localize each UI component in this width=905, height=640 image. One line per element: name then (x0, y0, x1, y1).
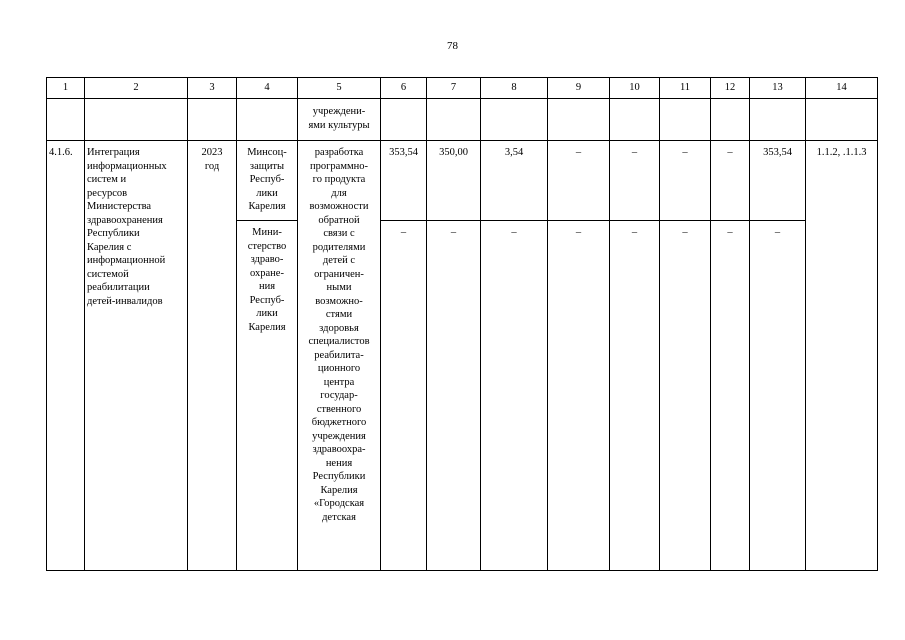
value-cell: 3,54 (481, 141, 548, 221)
value-cell: 350,00 (427, 141, 481, 221)
table-cell (427, 99, 481, 141)
table-cell (711, 99, 750, 141)
table-cell (237, 99, 298, 141)
column-number: 3 (188, 78, 237, 99)
column-number: 1 (47, 78, 85, 99)
value-cell: – (711, 221, 750, 571)
page-number: 78 (447, 40, 458, 52)
column-number: 11 (660, 78, 711, 99)
value-cell: – (481, 221, 548, 571)
measure-continuation: учреждени- ями культуры (298, 99, 381, 141)
column-number: 9 (548, 78, 610, 99)
value-cell: – (381, 221, 427, 571)
column-number: 13 (750, 78, 806, 99)
table-cell (610, 99, 660, 141)
value-cell: 353,54 (381, 141, 427, 221)
value-cell: – (610, 221, 660, 571)
column-number: 6 (381, 78, 427, 99)
column-number-row (47, 78, 878, 99)
column-number: 4 (237, 78, 298, 99)
column-number: 7 (427, 78, 481, 99)
column-number: 14 (806, 78, 878, 99)
executor-primary: Минсоц- защиты Респуб- лики Карелия (237, 141, 298, 221)
table-cell (47, 99, 85, 141)
table-cell (481, 99, 548, 141)
value-cell: – (610, 141, 660, 221)
value-cell: – (660, 221, 711, 571)
item-number: 4.1.6. (47, 141, 85, 571)
value-cell: – (711, 141, 750, 221)
table-cell (85, 99, 188, 141)
column-number: 8 (481, 78, 548, 99)
continuation-row (47, 99, 878, 141)
item-name: Интеграция информационных систем и ресурсов Министерства здравоохранения Республики Карелия с информационной системой реабилитации детей-инвалидов (85, 141, 188, 571)
column-number: 12 (711, 78, 750, 99)
table-cell (660, 99, 711, 141)
item-year: 2023 год (188, 141, 237, 571)
value-cell: – (750, 221, 806, 571)
table-row (47, 141, 878, 221)
value-cell: – (427, 221, 481, 571)
column-number: 5 (298, 78, 381, 99)
table-cell (548, 99, 610, 141)
table-cell (188, 99, 237, 141)
item-measure: разработка программно- го продукта для возможности обратной связи с родителями детей с ограничен- ными возможно- стями здоровья специалистов реабилита- ционного центра государ- ственного бюджетного учреждения здравоохра- нения Республики Карелия «Городская детская (298, 141, 381, 571)
value-cell: – (660, 141, 711, 221)
table-cell (381, 99, 427, 141)
value-cell: 353,54 (750, 141, 806, 221)
column-number: 10 (610, 78, 660, 99)
indicator-refs: 1.1.2, .1.1.3 (806, 141, 878, 571)
executor-secondary: Мини- стерство здраво- охране- ния Респуб- лики Карелия (237, 221, 298, 571)
data-table (46, 77, 878, 571)
value-cell: – (548, 141, 610, 221)
table-cell (750, 99, 806, 141)
column-number: 2 (85, 78, 188, 99)
value-cell: – (548, 221, 610, 571)
table-cell (806, 99, 878, 141)
